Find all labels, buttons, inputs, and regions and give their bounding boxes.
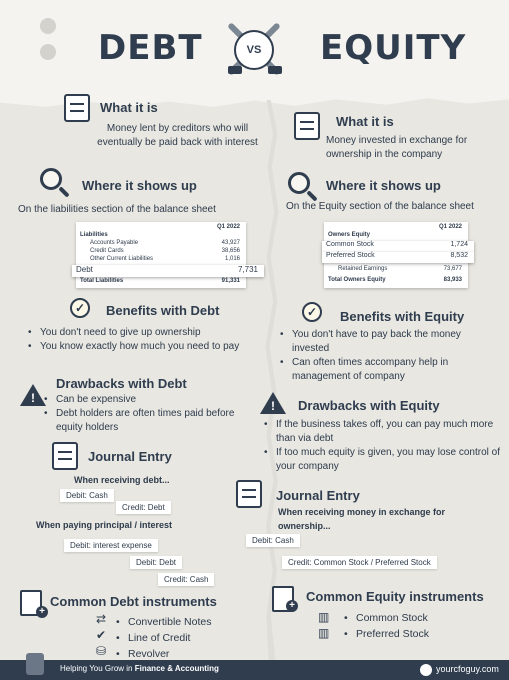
table-row-highlight: Preferred Stock 8,532 <box>322 252 474 263</box>
warning-mark: ! <box>31 391 35 405</box>
journal-icon <box>52 442 78 470</box>
table-row: Accounts Payable 43,927 <box>90 240 240 246</box>
debt-drawbacks-heading: Drawbacks with Debt <box>56 376 187 391</box>
magnifier-icon <box>288 172 310 194</box>
journal-debit-chip: Debit: Cash <box>60 489 114 502</box>
stock-chart-icon: ▥ <box>318 626 330 640</box>
equity-instruments-list <box>344 610 484 642</box>
document-icon <box>294 112 320 140</box>
debt-what-heading: What it is <box>100 100 158 115</box>
table-period: Q1 2022 <box>216 224 240 230</box>
warning-mark: ! <box>271 399 275 413</box>
journal-icon <box>236 480 262 508</box>
debt-instruments-list <box>116 614 256 662</box>
avatar <box>26 653 44 675</box>
equity-benefits-list <box>280 328 500 384</box>
magnifier-icon <box>40 168 62 190</box>
title-equity: EQUITY <box>320 28 467 68</box>
handshake-icon: ✔ <box>96 628 107 642</box>
document-icon <box>64 94 90 122</box>
title-debt: DEBT <box>98 28 203 68</box>
list-item: • Can often times accompany help in management of company <box>280 356 500 384</box>
binder-hole <box>40 44 56 60</box>
equity-drawbacks-heading: Drawbacks with Equity <box>298 398 440 413</box>
debt-instruments-heading: Common Debt instruments <box>50 594 217 609</box>
list-item: • Convertible Notes <box>116 614 256 630</box>
sword-hilt-icon <box>228 66 242 74</box>
debt-where-text: On the liabilities section of the balance sheet <box>18 204 216 215</box>
table-section: Liabilities <box>80 232 108 238</box>
equity-balance-table <box>324 222 468 288</box>
footer-tagline-bold: Finance & Accounting <box>134 664 219 673</box>
debt-what-text: Money lent by creditors who will eventually be paid back with interest <box>97 123 258 148</box>
exchange-icon: ⇄ <box>96 612 107 626</box>
list-item: • If the business takes off, you can pay much more than via debt <box>264 418 500 446</box>
equity-what-heading: What it is <box>336 114 394 129</box>
journal-debit-chip: Debit: interest expense <box>64 539 158 552</box>
lightbulb-check-icon: ✓ <box>70 298 90 318</box>
debt-balance-table <box>76 222 258 288</box>
list-item: • You don't need to give up ownership <box>28 326 260 340</box>
list-item: • Revolver <box>116 646 256 662</box>
debt-journal-paying: When paying principal / interest <box>36 520 173 530</box>
table-period: Q1 2022 <box>438 224 462 230</box>
coins-icon: ⛁ <box>96 644 107 658</box>
equity-instruments-heading: Common Equity instruments <box>306 589 484 604</box>
table-total: Total Owners Equity 83,933 <box>328 277 462 283</box>
list-item: • Can be expensive <box>44 393 260 407</box>
equity-journal-heading: Journal Entry <box>276 488 360 503</box>
equity-where-text: On the Equity section of the balance sheet <box>286 201 474 212</box>
debt-drawbacks-list <box>44 393 260 435</box>
plus-icon: + <box>36 606 48 618</box>
equity-where-heading: Where it shows up <box>326 178 441 193</box>
list-item: • Common Stock <box>344 610 484 626</box>
list-item: • Line of Credit <box>116 630 256 646</box>
table-row: Retained Earnings 73,677 <box>338 266 462 272</box>
table-row: Other Current Liabilities 1,016 <box>90 256 240 262</box>
footer-site-link[interactable]: yourcfoguy.com <box>436 664 499 674</box>
journal-credit-chip: Credit: Cash <box>158 573 214 586</box>
list-item: • Debt holders are often times paid before equity holders <box>44 407 260 435</box>
binder-hole <box>40 18 56 34</box>
vs-badge: VS <box>234 30 274 70</box>
table-row-highlight: Common Stock 1,724 <box>322 241 474 252</box>
debt-journal-receiving: When receiving debt... <box>74 475 170 485</box>
debt-benefits-list <box>28 326 260 354</box>
equity-journal-receiving: When receiving money in exchange for ownership... <box>278 507 446 531</box>
equity-drawbacks-list <box>264 418 500 474</box>
debt-benefits-heading: Benefits with Debt <box>106 303 220 318</box>
journal-credit-chip: Credit: Debt <box>116 501 171 514</box>
debt-journal-heading: Journal Entry <box>88 449 172 464</box>
table-total: Total Liabilities 91,331 <box>80 278 240 284</box>
table-row-highlight: Debt 7,731 <box>72 265 264 277</box>
magnifier-handle <box>58 186 69 197</box>
list-item: • You know exactly how much you need to pay <box>28 340 260 354</box>
lightbulb-check-icon: ✓ <box>302 302 322 322</box>
list-item: • If too much equity is given, you may lose control of your company <box>264 446 500 474</box>
list-item: • You don't have to pay back the money invested <box>280 328 500 356</box>
table-row: Credit Cards 38,656 <box>90 248 240 254</box>
journal-debit-chip: Debit: Debt <box>130 556 182 569</box>
sword-hilt-icon <box>268 66 282 74</box>
equity-benefits-heading: Benefits with Equity <box>340 309 465 324</box>
debt-where-heading: Where it shows up <box>82 178 197 193</box>
journal-debit-chip: Debit: Cash <box>246 534 300 547</box>
list-item: • Preferred Stock <box>344 626 484 642</box>
logo-icon <box>420 664 432 676</box>
journal-credit-chip: Credit: Common Stock / Preferred Stock <box>282 556 437 569</box>
footer-tagline: Helping You Grow in Finance & Accounting <box>60 664 219 673</box>
equity-what-text: Money invested in exchange for ownership in the company <box>326 135 468 160</box>
plus-icon: + <box>286 600 298 612</box>
stock-chart-icon: ▥ <box>318 610 330 624</box>
table-section: Owners Equity <box>328 232 371 238</box>
